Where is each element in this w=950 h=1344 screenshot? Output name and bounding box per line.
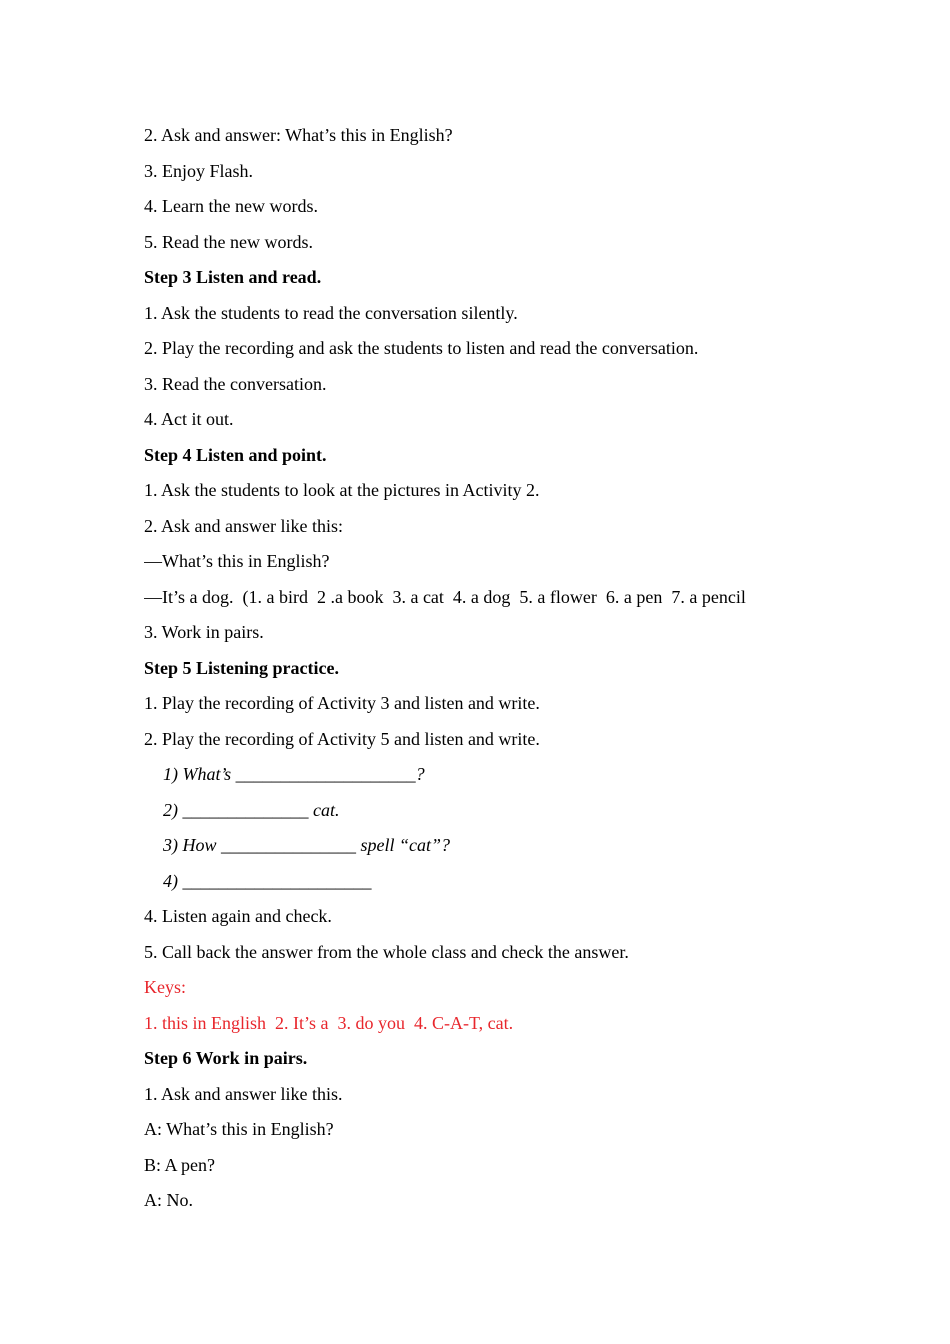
keys-answers: 1. this in English 2. It’s a 3. do you 4. C-A-T, cat. — [144, 1012, 514, 1033]
text-line: 5. Call back the answer from the whole class and check the answer. — [144, 941, 629, 962]
step-heading: Step 4 Listen and point. — [144, 444, 327, 465]
document-page — [144, 118, 824, 1219]
text-line: 1. Play the recording of Activity 3 and listen and write. — [144, 693, 540, 713]
fill-in-blank-line: 2) ______________ cat. — [163, 799, 340, 820]
text-line: 3. Read the conversation. — [144, 373, 327, 394]
text-line: 1. Ask the students to read the conversation silently. — [144, 302, 518, 323]
text-line: 4. Listen again and check. — [144, 906, 332, 926]
dialogue-line: A: No. — [144, 1190, 193, 1210]
dialogue-line: A: What’s this in English? — [144, 1119, 334, 1139]
fill-in-blank-line: 3) How _______________ spell “cat”? — [163, 835, 451, 855]
keys-label: Keys: — [144, 977, 186, 997]
text-line: 3. Work in pairs. — [144, 622, 264, 642]
dialogue-line: —It’s a dog. (1. a bird 2 .a book 3. a cat 4. a dog 5. a flower 6. a pen 7. a pencil — [144, 586, 746, 607]
dialogue-line: B: A pen? — [144, 1154, 215, 1175]
text-line: 4. Act it out. — [144, 409, 234, 429]
step-heading: Step 3 Listen and read. — [144, 267, 322, 287]
step-heading: Step 6 Work in pairs. — [144, 1048, 308, 1068]
step-heading: Step 5 Listening practice. — [144, 657, 339, 678]
text-line: 2. Ask and answer like this: — [144, 515, 343, 536]
text-line: 3. Enjoy Flash. — [144, 160, 254, 181]
text-line: 2. Ask and answer: What’s this in English? — [144, 125, 453, 145]
text-line: 1. Ask the students to look at the pictures in Activity 2. — [144, 480, 540, 500]
text-line: 1. Ask and answer like this. — [144, 1083, 343, 1104]
dialogue-line: —What’s this in English? — [144, 551, 330, 571]
text-line: 5. Read the new words. — [144, 231, 313, 252]
fill-in-blank-line: 1) What’s ____________________? — [163, 764, 425, 784]
fill-in-blank-line: 4) _____________________ — [163, 870, 372, 891]
text-line: 2. Play the recording and ask the students to listen and read the conversation. — [144, 338, 699, 358]
text-line: 4. Learn the new words. — [144, 196, 318, 216]
text-line: 2. Play the recording of Activity 5 and listen and write. — [144, 728, 540, 749]
